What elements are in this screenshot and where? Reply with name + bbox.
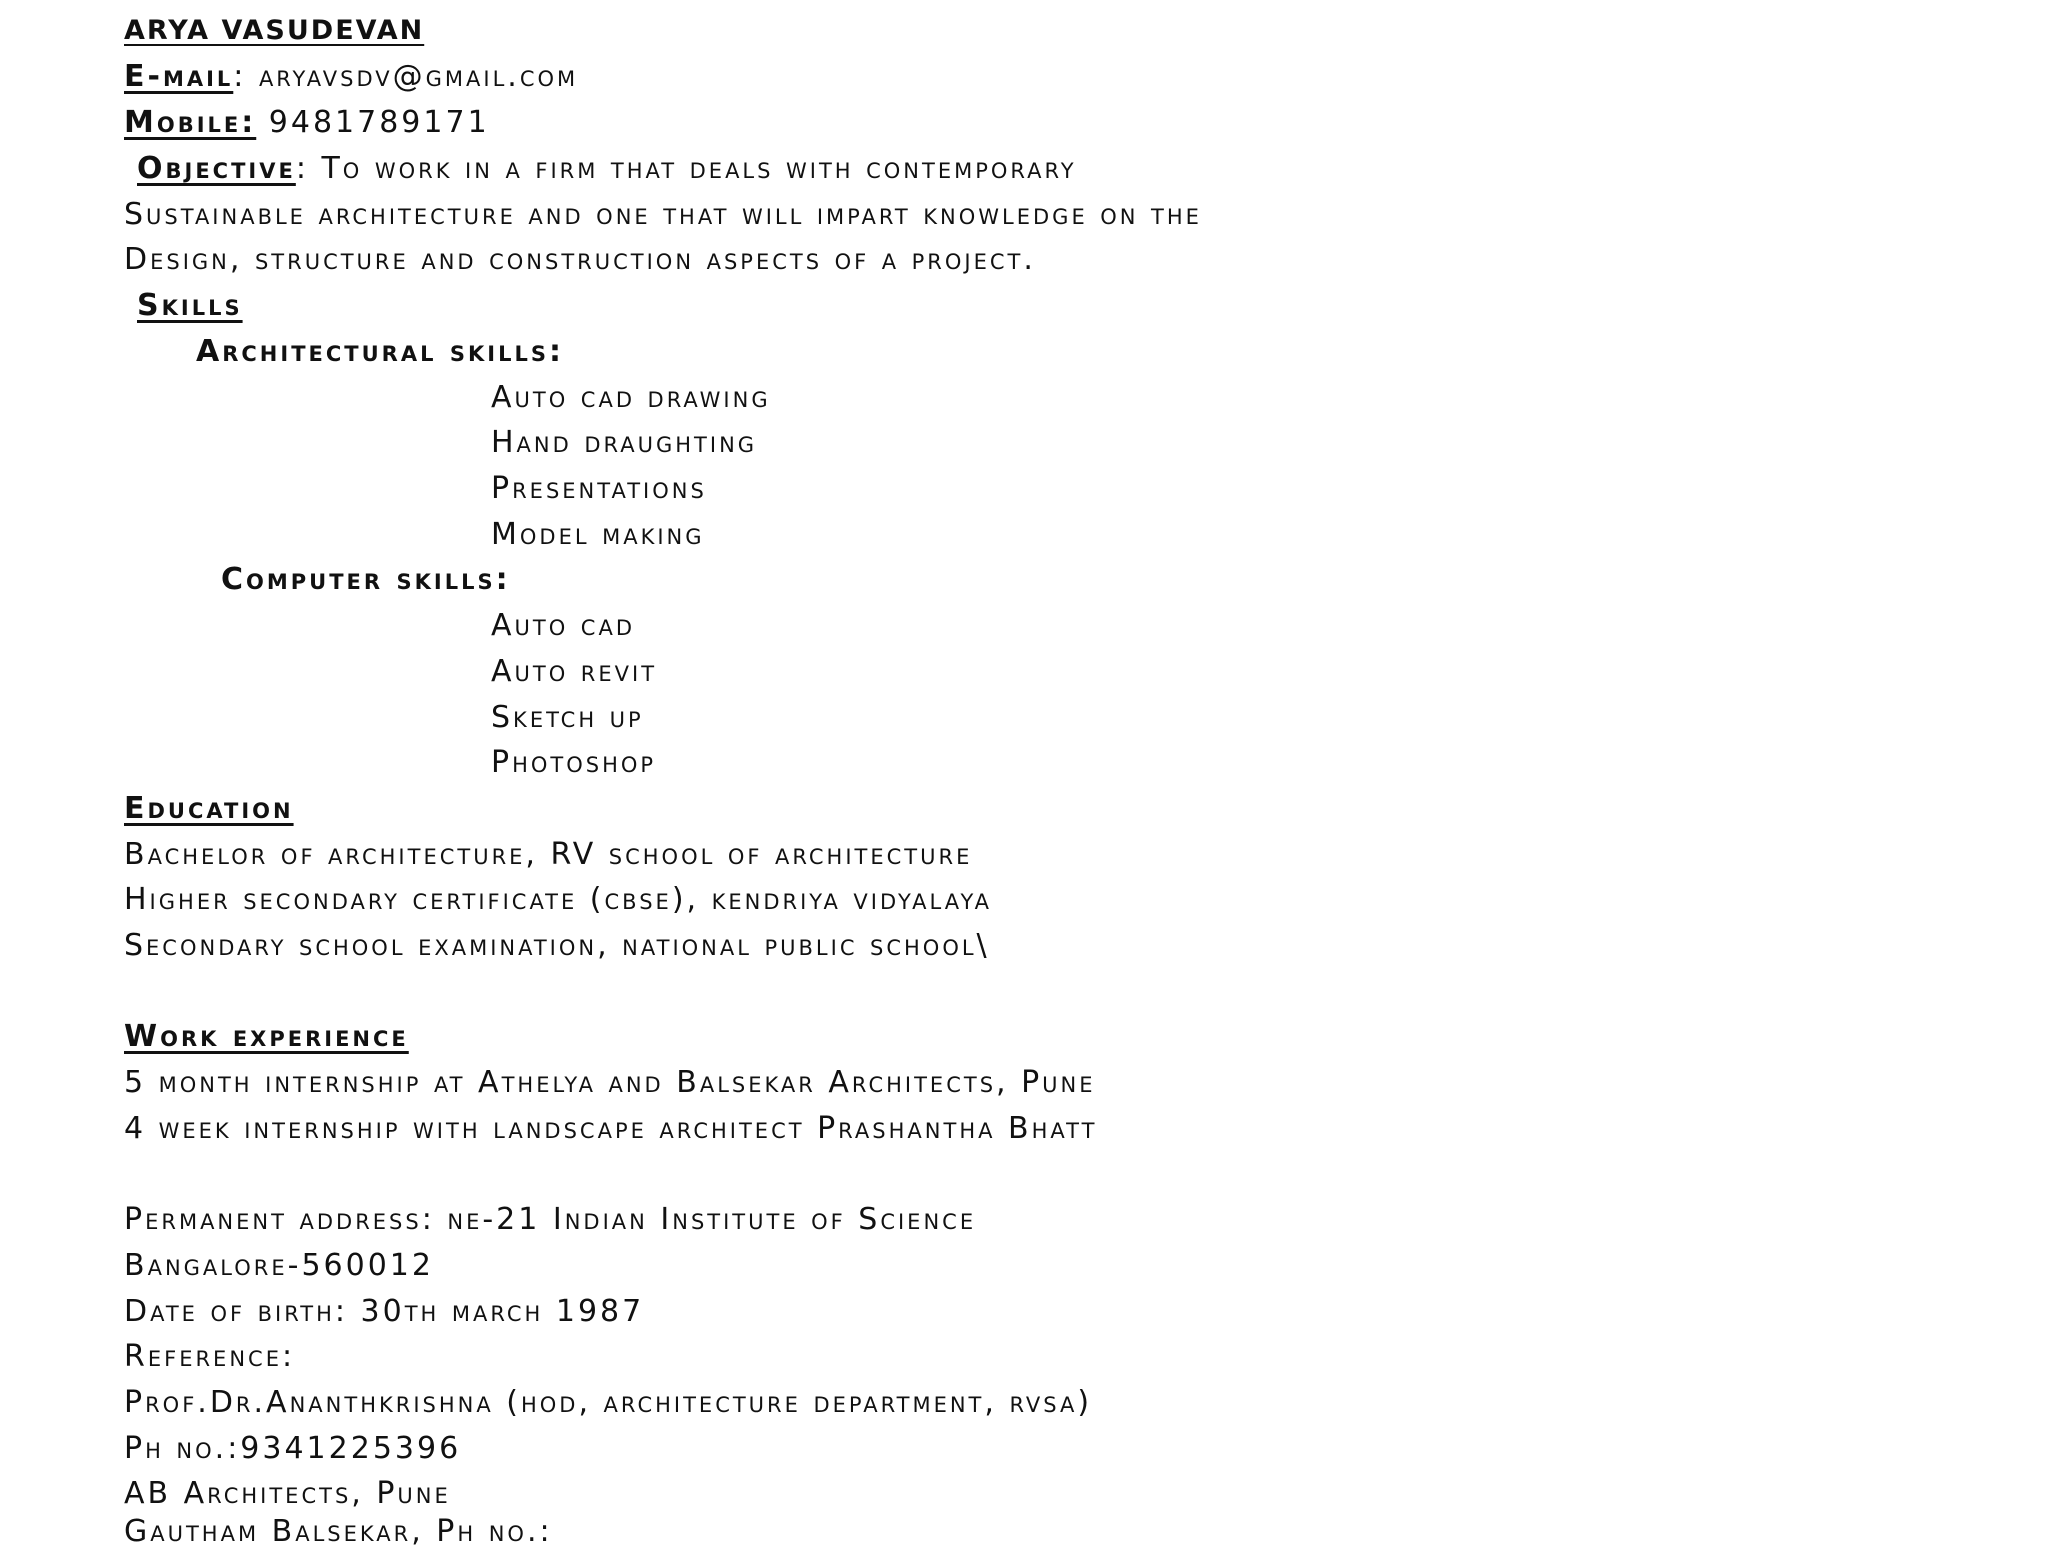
objective-line-1 [137,149,1077,189]
objective-label: Objective [137,151,296,186]
objective-line-2: Sustainable architecture and one that will impart knowledge on the [124,197,1202,232]
email-line [124,57,578,97]
objective-text-1: : To work in a firm that deals with contemporary [295,151,1077,186]
mobile-line [124,103,490,143]
computer-skills-label: Computer skills: [221,562,511,597]
architectural-skill-item: Auto cad drawing [491,380,771,415]
reference-2-name: Gautham Balsekar, Ph no.: [124,1514,553,1549]
education-heading: Education [124,791,294,826]
reference-1-name: Prof.Dr.Ananthkrishna (hod, architecture department, rvsa) [124,1385,1093,1420]
email-value: : aryavsdv@gmail.com [233,59,579,94]
architectural-skill-item: Model making [491,517,705,552]
email-label: E-mail [124,59,234,94]
objective-line-3: Design, structure and construction aspects of a project. [124,242,1036,277]
computer-skill-item: Auto revit [491,654,658,689]
mobile-value: 9481789171 [256,105,490,140]
reference-1-phone: Ph no.:9341225396 [124,1431,462,1466]
education-item: Secondary school examination, national public school\ [124,928,990,963]
computer-skill-item: Sketch up [491,700,644,735]
candidate-name: ARYA VASUDEVAN [124,15,425,46]
reference-label: Reference: [124,1339,296,1374]
reference-2-firm: AB Architects, Pune [124,1476,451,1511]
education-item: Bachelor of architecture, RV school of architecture [124,837,973,872]
architectural-skill-item: Hand draughting [491,425,758,460]
mobile-label: Mobile: [124,105,257,140]
architectural-skill-item: Presentations [491,471,707,506]
address-line-1: Permanent address: ne-21 Indian Institute of Science [124,1202,977,1237]
address-line-2: Bangalore-560012 [124,1248,434,1283]
architectural-skills-label: Architectural skills: [196,334,564,369]
skills-heading: Skills [137,288,243,323]
work-experience-heading: Work experience [124,1019,409,1054]
education-item: Higher secondary certificate (cbse), kendriya vidyalaya [124,882,993,917]
computer-skill-item: Photoshop [491,745,657,780]
date-of-birth: Date of birth: 30th march 1987 [124,1294,645,1329]
work-experience-item: 4 week internship with landscape architect Prashantha Bhatt [124,1111,1098,1146]
work-experience-item: 5 month internship at Athelya and Balsekar Architects, Pune [124,1065,1096,1100]
computer-skill-item: Auto cad [491,608,635,643]
